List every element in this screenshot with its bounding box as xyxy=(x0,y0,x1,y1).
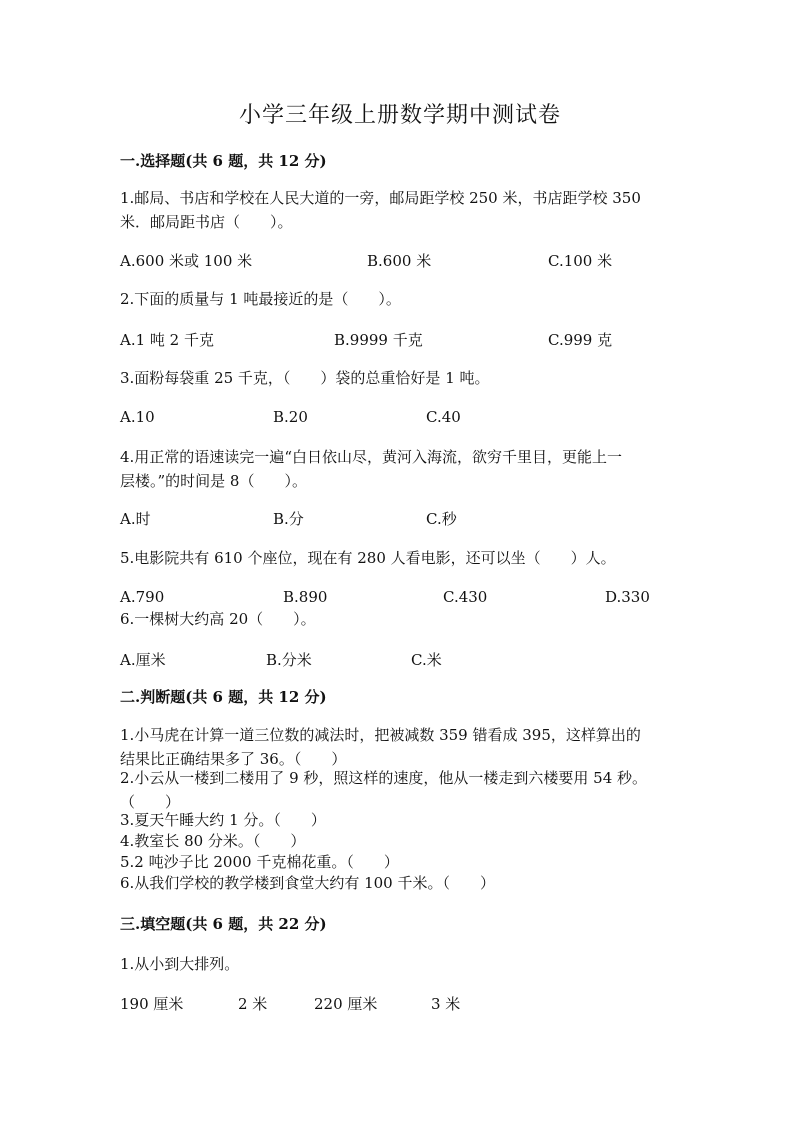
option-a: A.厘米 xyxy=(120,651,166,669)
question-text: 5.2 吨沙子比 2000 千克棉花重。（ ） xyxy=(120,853,399,871)
question-line: 米．邮局距书店（ ）。 xyxy=(120,213,293,231)
option-b: B.890 xyxy=(283,588,328,606)
option-c: C.430 xyxy=(443,588,488,606)
option-c: C.秒 xyxy=(426,510,457,528)
question-text xyxy=(120,186,641,234)
question-line: 层楼。”的时间是 8（ ）。 xyxy=(120,472,307,490)
sort-item: 3 米 xyxy=(431,995,461,1013)
question-text: 4.教室长 80 分米。（ ） xyxy=(120,832,306,850)
question-text: 3.夏天午睡大约 1 分。（ ） xyxy=(120,811,326,829)
section-heading-judgment: 二.判断题(共 6 题，共 12 分) xyxy=(120,688,327,706)
option-b: B.9999 千克 xyxy=(334,331,423,349)
sort-item: 220 厘米 xyxy=(314,995,378,1013)
option-a: A.1 吨 2 千克 xyxy=(120,331,214,349)
page-title: 小学三年级上册数学期中测试卷 xyxy=(238,103,561,128)
question-text xyxy=(120,445,622,493)
section-heading-choice: 一.选择题(共 6 题，共 12 分) xyxy=(120,152,327,170)
option-b: B.20 xyxy=(273,408,308,426)
sort-item: 2 米 xyxy=(238,995,268,1013)
option-d: D.330 xyxy=(605,588,650,606)
question-line: 1.邮局、书店和学校在人民大道的一旁，邮局距学校 250 米，书店距学校 350 xyxy=(120,189,641,207)
option-a: A.10 xyxy=(120,408,155,426)
question-text: 6.从我们学校的教学楼到食堂大约有 100 千米。（ ） xyxy=(120,874,495,892)
question-line: 结果比正确结果多了 36。（ ） xyxy=(120,750,347,768)
option-a: A.时 xyxy=(120,510,151,528)
question-line: （ ） xyxy=(120,793,181,811)
question-text xyxy=(120,723,641,771)
sort-item: 190 厘米 xyxy=(120,995,184,1013)
section-heading-fill: 三.填空题(共 6 题，共 22 分) xyxy=(120,915,327,933)
question-text: 1.从小到大排列。 xyxy=(120,955,240,973)
question-text: 3.面粉每袋重 25 千克，（ ）袋的总重恰好是 1 吨。 xyxy=(120,369,490,387)
question-text xyxy=(120,766,647,814)
option-b: B.分 xyxy=(273,510,304,528)
option-b: B.600 米 xyxy=(367,252,432,270)
option-c: C.米 xyxy=(411,651,442,669)
question-line: 2.小云从一楼到二楼用了 9 秒，照这样的速度，他从一楼走到六楼要用 54 秒。 xyxy=(120,769,648,787)
question-text: 5.电影院共有 610 个座位，现在有 280 人看电影，还可以坐（ ）人。 xyxy=(120,549,616,567)
option-a: A.790 xyxy=(120,588,165,606)
question-line: 1.小马虎在计算一道三位数的减法时，把被减数 359 错看成 395，这样算出的 xyxy=(120,726,641,744)
option-c: C.100 米 xyxy=(548,252,613,270)
question-line: 4.用正常的语速读完一遍“白日依山尽，黄河入海流，欲穷千里目，更能上一 xyxy=(120,448,622,466)
question-text: 6.一棵树大约高 20（ ）。 xyxy=(120,610,316,628)
option-a: A.600 米或 100 米 xyxy=(120,252,253,270)
option-b: B.分米 xyxy=(266,651,312,669)
question-text: 2.下面的质量与 1 吨最接近的是（ ）。 xyxy=(120,290,401,308)
option-c: C.40 xyxy=(426,408,461,426)
option-c: C.999 克 xyxy=(548,331,613,349)
